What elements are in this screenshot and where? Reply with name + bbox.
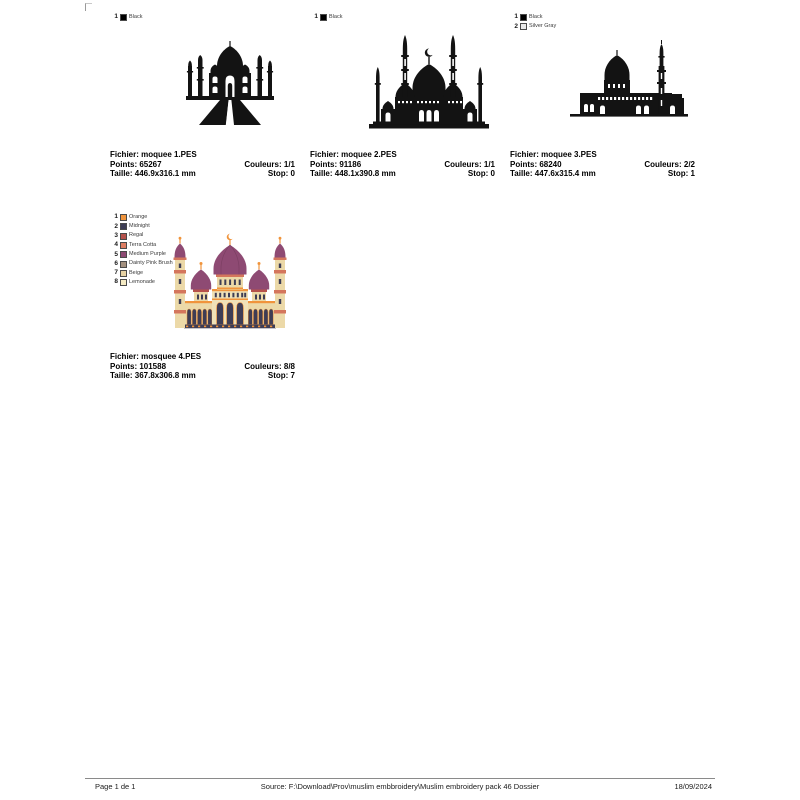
thread-color-swatch: [520, 14, 527, 21]
thread-color-name: Dainty Pink Brush: [129, 260, 173, 267]
thread-color-swatch: [120, 214, 127, 221]
thread-legend-2: [310, 13, 342, 22]
thread-legend-4: [110, 213, 173, 287]
stop-count: Stop: 0: [467, 169, 495, 179]
thread-number: 1: [314, 13, 318, 21]
thread-color-swatch: [120, 223, 127, 230]
design-size: Taille: 367.8x306.8 mm: [110, 371, 196, 381]
thread-number: 1: [114, 13, 118, 21]
thread-color-name: Black: [529, 13, 543, 20]
thread-number: 2: [114, 222, 118, 230]
thread-color-swatch: [120, 14, 127, 21]
color-count: Couleurs: 1/1: [444, 159, 495, 169]
thread-legend-3: [510, 13, 556, 32]
color-count: Couleurs: 1/1: [244, 159, 295, 169]
page-corner-crop-mark: [85, 3, 92, 11]
thread-legend-1: [110, 13, 142, 22]
thread-number: 2: [514, 22, 518, 30]
footer-date: 18/09/2024: [674, 782, 712, 791]
thread-color-name: Silver Gray: [529, 23, 557, 30]
design-preview-mosque-minaret: [570, 38, 688, 120]
thread-color-name: Regal: [129, 232, 144, 239]
thread-color-swatch: [120, 261, 127, 268]
stop-count: Stop: 1: [667, 169, 695, 179]
thread-color-name: Terra Cotta: [129, 241, 157, 248]
thread-number: 1: [114, 213, 118, 221]
thread-color-row: [110, 222, 173, 231]
footer-divider: [85, 778, 715, 779]
thread-color-row: [110, 250, 173, 259]
thread-number: 6: [114, 259, 118, 267]
thread-number: 1: [514, 13, 518, 21]
thread-color-row: [110, 278, 173, 287]
design-card-3: [500, 8, 700, 204]
thread-color-name: Black: [129, 13, 143, 20]
thread-color-name: Medium Purple: [129, 251, 166, 258]
thread-color-row: [110, 232, 173, 241]
design-size: Taille: 447.6x315.4 mm: [510, 169, 596, 179]
thread-color-swatch: [120, 242, 127, 249]
thread-number: 4: [114, 241, 118, 249]
color-count: Couleurs: 8/8: [244, 361, 295, 371]
thread-color-name: Lemonade: [129, 278, 155, 285]
thread-color-row: [110, 259, 173, 268]
thread-color-row: [110, 213, 173, 222]
design-preview-mosque-silhouette: [367, 31, 491, 131]
file-name: Fichier: mosquee 4.PES: [110, 352, 202, 361]
thread-color-row: [110, 13, 142, 22]
file-name: Fichier: moquee 2.PES: [310, 150, 397, 159]
stitch-count: Points: 91186: [310, 159, 362, 169]
thread-number: 5: [114, 250, 118, 258]
thread-color-name: Midnight: [129, 223, 150, 230]
design-card-4: [100, 208, 300, 404]
file-name: Fichier: moquee 1.PES: [110, 150, 197, 159]
thread-color-swatch: [120, 279, 127, 286]
design-size: Taille: 448.1x390.8 mm: [310, 169, 396, 179]
stop-count: Stop: 7: [267, 371, 295, 381]
stitch-count: Points: 101588: [110, 361, 167, 371]
design-size: Taille: 446.9x316.1 mm: [110, 169, 196, 179]
thread-color-row: [310, 13, 342, 22]
design-card-1: [100, 8, 300, 204]
thread-color-swatch: [120, 270, 127, 277]
design-preview-taj-mahal: [173, 39, 287, 125]
thread-color-row: [110, 269, 173, 278]
color-count: Couleurs: 2/2: [644, 159, 695, 169]
stop-count: Stop: 0: [267, 169, 295, 179]
thread-color-row: [510, 13, 556, 22]
footer-page-number: Page 1 de 1: [95, 782, 136, 791]
thread-color-name: Orange: [129, 213, 148, 220]
thread-color-swatch: [320, 14, 327, 21]
stitch-count: Points: 65267: [110, 159, 162, 169]
design-preview-colorful-mosque: [168, 232, 292, 333]
thread-number: 3: [114, 231, 118, 239]
thread-number: 7: [114, 269, 118, 277]
thread-color-row: [510, 22, 556, 31]
footer-source-path: Source: F:\Download\Prov\muslim embbroidery\Muslim embroidery pack 46 Dossier: [260, 782, 540, 791]
design-card-2: [300, 8, 500, 204]
thread-color-swatch: [120, 233, 127, 240]
thread-color-row: [110, 241, 173, 250]
thread-number: 8: [114, 278, 118, 286]
thread-color-swatch: [520, 23, 527, 30]
thread-color-name: Beige: [129, 269, 144, 276]
stitch-count: Points: 68240: [510, 159, 562, 169]
thread-color-name: Black: [329, 13, 343, 20]
file-name: Fichier: moquee 3.PES: [510, 150, 597, 159]
thread-color-swatch: [120, 251, 127, 258]
